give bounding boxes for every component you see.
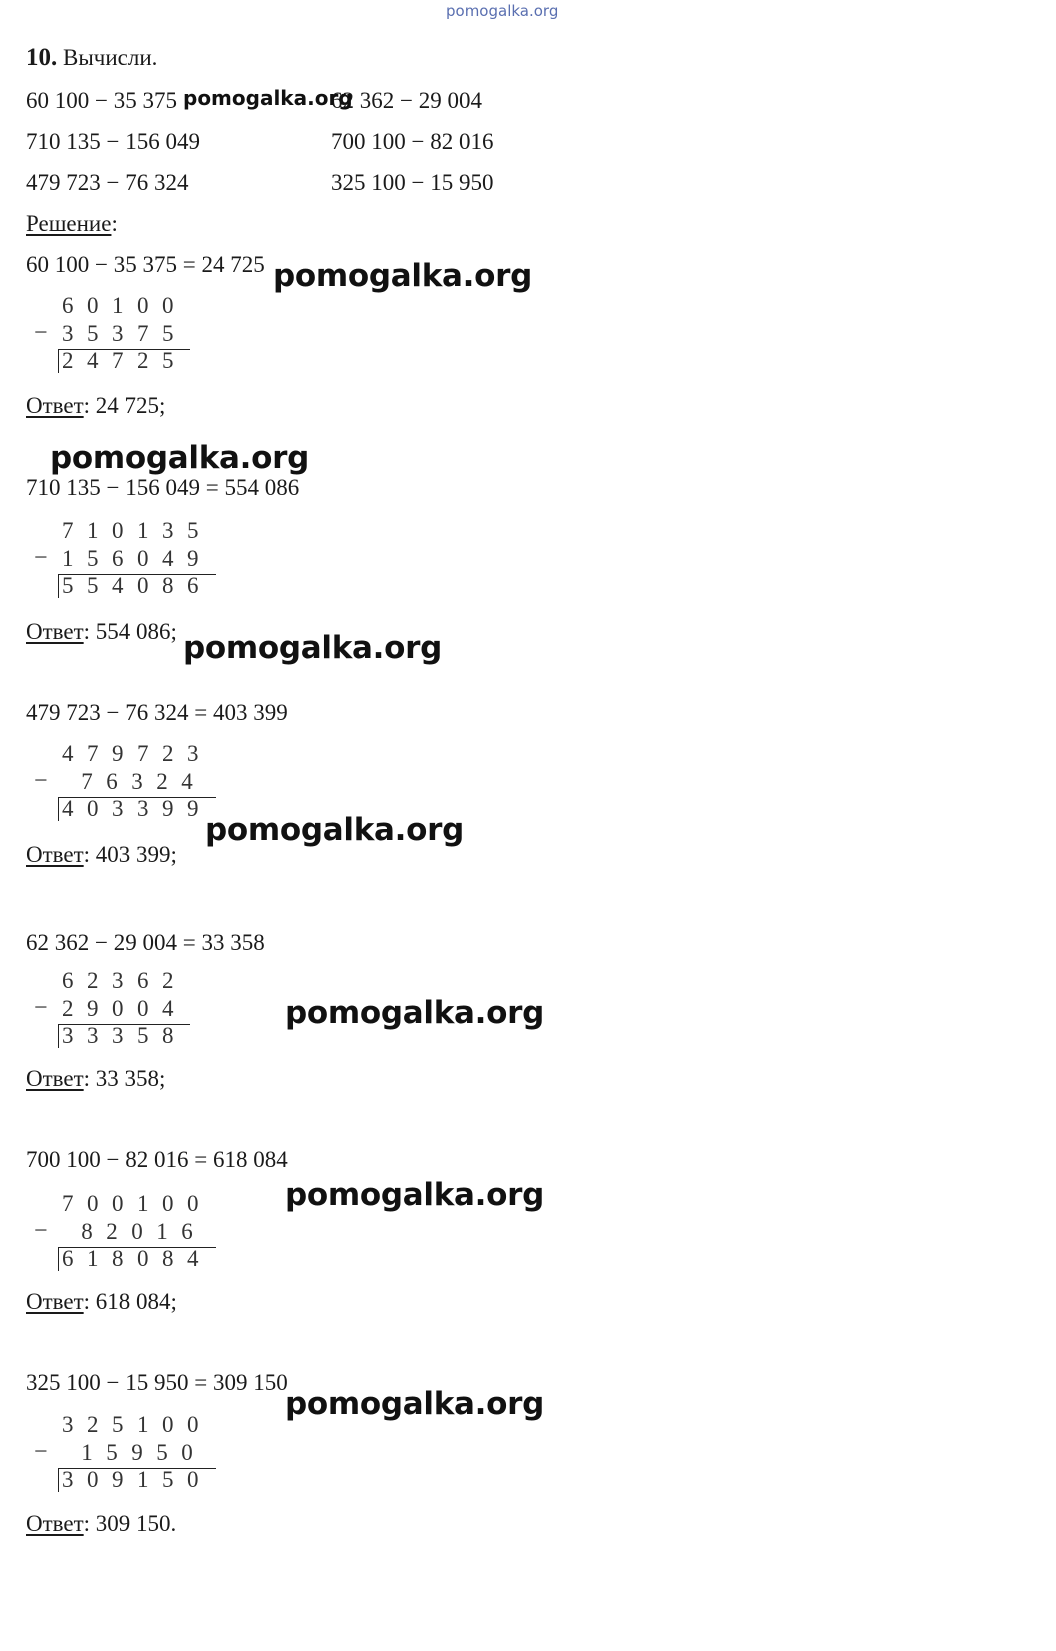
- answer-label-5: Ответ: [26, 1289, 84, 1314]
- difference-3: 403399: [62, 796, 212, 821]
- task-title: Вычисли.: [63, 45, 158, 70]
- answer-5: [26, 1289, 177, 1315]
- task-expr-left-1: 60 100 − 35 375: [26, 88, 177, 113]
- result-bar-5: [58, 1247, 59, 1271]
- subtrahend-6: 15950: [62, 1440, 207, 1465]
- watermark-6: pomogalka.org: [285, 1177, 545, 1213]
- solution-colon: :: [111, 211, 118, 236]
- task-expr-left-3: 479 723 − 76 324: [26, 170, 189, 195]
- watermark-1: pomogalka.org: [273, 258, 533, 294]
- result-bar-6: [58, 1468, 59, 1492]
- watermark-2: pomogalka.org: [50, 440, 310, 476]
- equation-2: 710 135 − 156 049 = 554 086: [26, 475, 300, 500]
- answer-label-3: Ответ: [26, 842, 84, 867]
- subtrahend-3: 76324: [62, 769, 207, 794]
- equation-1: 60 100 − 35 375 = 24 725: [26, 252, 265, 277]
- equation-6: 325 100 − 15 950 = 309 150: [26, 1370, 288, 1395]
- equation-5: 700 100 − 82 016 = 618 084: [26, 1147, 288, 1172]
- result-bar-4: [58, 1024, 59, 1048]
- task-expr-right-3: 325 100 − 15 950: [331, 170, 494, 195]
- solution-label: Решение: [26, 211, 112, 236]
- watermark-5: pomogalka.org: [285, 995, 545, 1031]
- minus-sign-1: −: [34, 320, 48, 346]
- watermark-7: pomogalka.org: [285, 1386, 545, 1422]
- minuend-2: 710135: [62, 518, 212, 543]
- difference-2: 554086: [62, 573, 212, 598]
- task-expr-left-2: 710 135 − 156 049: [26, 129, 200, 154]
- task-expr-right-1: 62 362 − 29 004: [331, 88, 482, 113]
- answer-2: [26, 619, 177, 645]
- answer-label-1: Ответ: [26, 393, 84, 418]
- answer-value-6: : 309 150.: [83, 1511, 177, 1536]
- subtrahend-1: 35375: [62, 321, 187, 346]
- minus-sign-3: −: [34, 768, 48, 794]
- answer-label-4: Ответ: [26, 1066, 84, 1091]
- task-number: 10.: [26, 44, 58, 71]
- answer-3: [26, 842, 177, 868]
- minus-sign-4: −: [34, 995, 48, 1021]
- minuend-5: 700100: [62, 1191, 212, 1216]
- answer-value-2: : 554 086;: [83, 619, 177, 644]
- subtrahend-2: 156049: [62, 546, 212, 571]
- minuend-6: 325100: [62, 1412, 212, 1437]
- equation-4: 62 362 − 29 004 = 33 358: [26, 930, 265, 955]
- difference-5: 618084: [62, 1246, 212, 1271]
- minuend-1: 60100: [62, 293, 187, 318]
- answer-value-5: : 618 084;: [83, 1289, 177, 1314]
- minus-sign-6: −: [34, 1439, 48, 1465]
- difference-4: 33358: [62, 1023, 187, 1048]
- difference-6: 309150: [62, 1467, 212, 1492]
- minus-sign-5: −: [34, 1218, 48, 1244]
- subtrahend-5: 82016: [62, 1219, 207, 1244]
- task-header: [26, 44, 157, 72]
- result-bar-2: [58, 574, 59, 598]
- answer-4: [26, 1066, 165, 1092]
- answer-value-1: : 24 725;: [83, 393, 166, 418]
- answer-value-4: : 33 358;: [83, 1066, 166, 1091]
- watermark-top: pomogalka.org: [446, 2, 559, 20]
- result-bar-3: [58, 797, 59, 821]
- answer-6: [26, 1511, 176, 1537]
- watermark-4: pomogalka.org: [205, 812, 465, 848]
- task-expr-right-2: 700 100 − 82 016: [331, 129, 494, 154]
- watermark-inline: pomogalka.org: [183, 86, 353, 110]
- answer-label-6: Ответ: [26, 1511, 84, 1536]
- answer-label-2: Ответ: [26, 619, 84, 644]
- answer-value-3: : 403 399;: [83, 842, 177, 867]
- answer-1: [26, 393, 165, 419]
- watermark-3: pomogalka.org: [183, 630, 443, 666]
- result-bar-1: [58, 349, 59, 373]
- solution-heading: [26, 211, 118, 237]
- minuend-3: 479723: [62, 741, 212, 766]
- minus-sign-2: −: [34, 545, 48, 571]
- difference-1: 24725: [62, 348, 187, 373]
- equation-3: 479 723 − 76 324 = 403 399: [26, 700, 288, 725]
- subtrahend-4: 29004: [62, 996, 187, 1021]
- minuend-4: 62362: [62, 968, 187, 993]
